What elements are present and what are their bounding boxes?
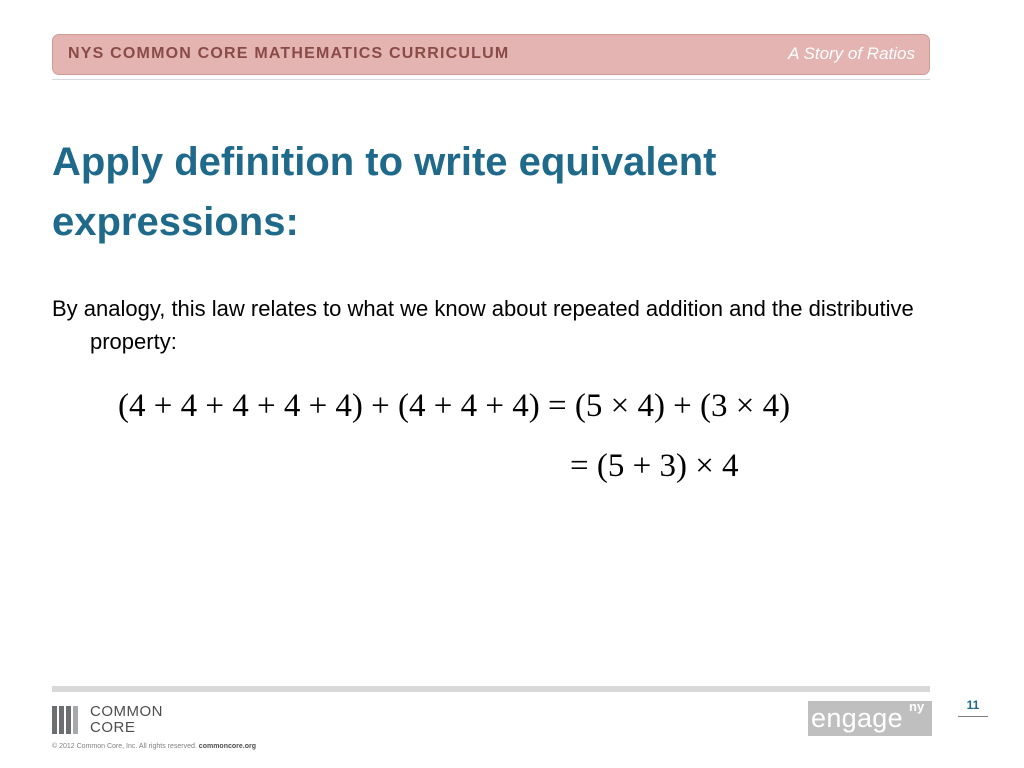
engage-brand: engage (811, 703, 903, 733)
header-divider (52, 79, 930, 80)
curriculum-label: NYS COMMON CORE MATHEMATICS CURRICULUM (68, 45, 510, 62)
equation-line-1: (4 + 4 + 4 + 4 + 4) + (4 + 4 + 4) = (5 × 4) + (3 × 4) (118, 388, 791, 424)
copyright-link[interactable]: commoncore.org (198, 743, 256, 750)
slide-title: Apply definition to write equivalent expressions: (52, 140, 717, 244)
equation-line-2: = (5 + 3) × 4 (570, 448, 739, 484)
copyright-text (52, 743, 256, 750)
footer-divider (52, 686, 930, 692)
common-core-logo (52, 703, 182, 736)
body-text: By analogy, this law relates to what we know about repeated addition and the distributive property: (52, 296, 914, 354)
page-number: 11 (966, 698, 980, 712)
page-number-underline (958, 716, 988, 717)
engageny-logo (808, 701, 932, 736)
header-bar (52, 34, 930, 75)
common-core-logo-text: COMMON CORE (90, 703, 163, 736)
story-label: A Story of Ratios (788, 44, 915, 63)
engage-ny-suffix: ny (909, 699, 925, 714)
copyright-notice: © 2012 Common Core, Inc. All rights reserved. (52, 743, 197, 750)
